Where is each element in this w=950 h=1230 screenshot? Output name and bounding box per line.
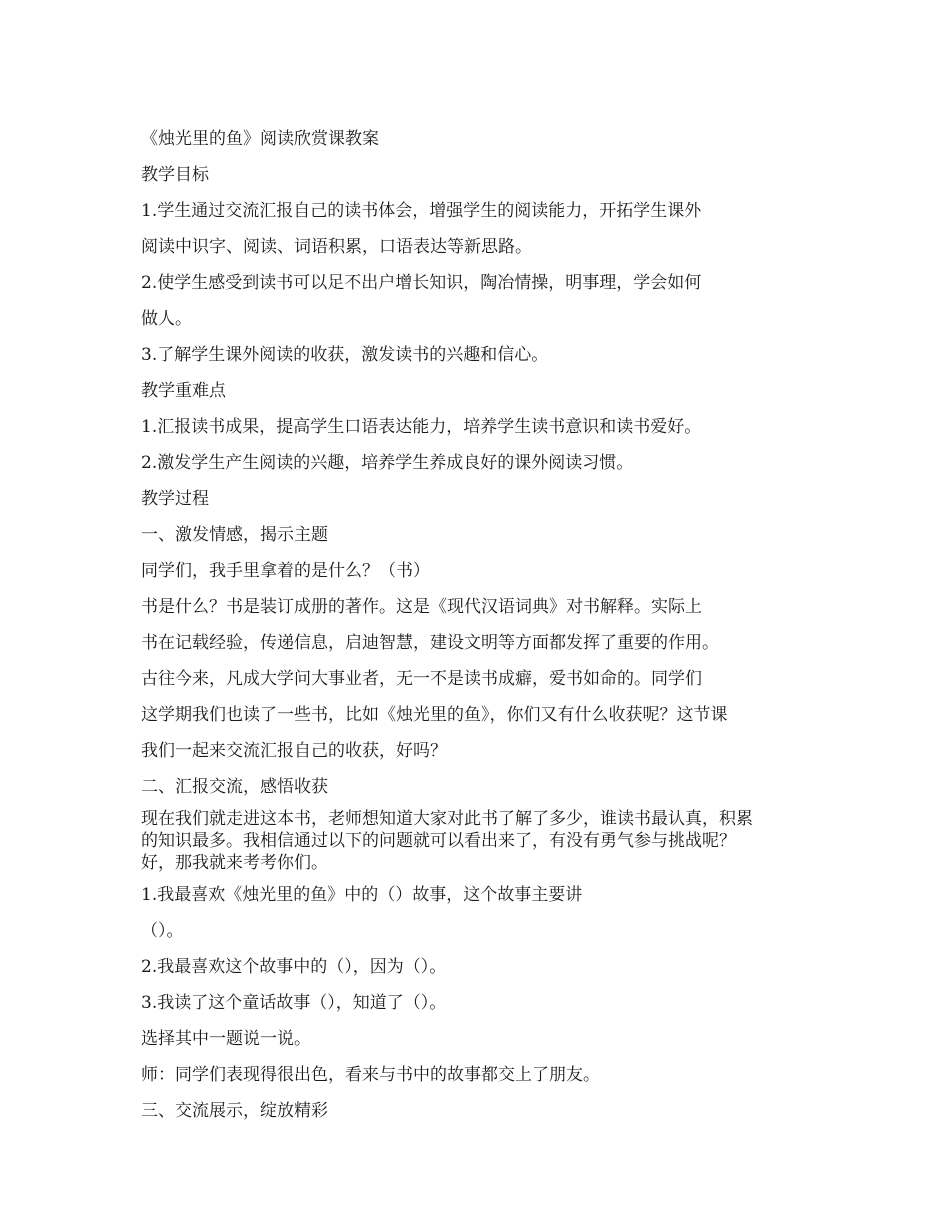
- section-1-line-4: 古往今来，凡成大学问大事业者，无一不是读书成癖，爱书如命的。同学们: [141, 669, 702, 689]
- section-1-line-3: 书在记载经验，传递信息，启迪智慧，建设文明等方面都发挥了重要的作用。: [141, 633, 719, 653]
- objective-3: 3.了解学生课外阅读的收获，激发读书的兴趣和信心。: [141, 345, 549, 365]
- section-2-para-line-2: 的知识最多。我相信通过以下的问题就可以看出来了，有没有勇气参与挑战呢？: [141, 831, 736, 851]
- choose-instruction: 选择其中一题说一说。: [141, 1029, 311, 1049]
- section-2-heading: 二、汇报交流，感悟收获: [141, 777, 328, 797]
- section-3-heading: 三、交流展示，绽放精彩: [141, 1101, 328, 1121]
- objective-1-line-2: 阅读中识字、阅读、词语积累，口语表达等新思路。: [141, 237, 532, 257]
- question-3: 3.我读了这个童话故事（），知道了（）。: [141, 993, 447, 1013]
- key-point-2: 2.激发学生产生阅读的兴趣，培养学生养成良好的课外阅读习惯。: [141, 453, 634, 473]
- objective-1-line-1: 1.学生通过交流汇报自己的读书体会，增强学生的阅读能力，开拓学生课外: [141, 201, 702, 221]
- key-points-heading: 教学重难点: [141, 381, 226, 401]
- teacher-remark: 师：同学们表现得很出色，看来与书中的故事都交上了朋友。: [141, 1065, 600, 1085]
- objective-2-line-1: 2.使学生感受到读书可以足不出户增长知识，陶冶情操，明事理，学会如何: [141, 273, 702, 293]
- key-point-1: 1.汇报读书成果，提高学生口语表达能力，培养学生读书意识和读书爱好。: [141, 417, 702, 437]
- section-2-para-line-1: 现在我们就走进这本书，老师想知道大家对此书了解了多少，谁读书最认真，积累: [141, 809, 753, 829]
- section-1-line-6: 我们一起来交流汇报自己的收获，好吗？: [141, 741, 447, 761]
- process-heading: 教学过程: [141, 489, 209, 509]
- question-1-line-2: （）。: [141, 921, 184, 941]
- section-1-line-5: 这学期我们也读了一些书，比如《烛光里的鱼》，你们又有什么收获呢？这节课: [141, 705, 728, 725]
- document-title: 《烛光里的鱼》阅读欣赏课教案: [141, 129, 379, 149]
- section-1-heading: 一、激发情感，揭示主题: [141, 525, 328, 545]
- section-2-para-line-3: 好，那我就来考考你们。: [141, 853, 328, 873]
- question-1-line-1: 1.我最喜欢《烛光里的鱼》中的（）故事，这个故事主要讲: [141, 885, 583, 905]
- section-1-line-1: 同学们，我手里拿着的是什么？（书）: [141, 561, 430, 581]
- section-1-line-2: 书是什么？书是装订成册的著作。这是《现代汉语词典》对书解释。实际上: [141, 597, 702, 617]
- objective-2-line-2: 做人。: [141, 309, 192, 329]
- question-2: 2.我最喜欢这个故事中的（），因为（）。: [141, 957, 447, 977]
- objectives-heading: 教学目标: [141, 165, 209, 185]
